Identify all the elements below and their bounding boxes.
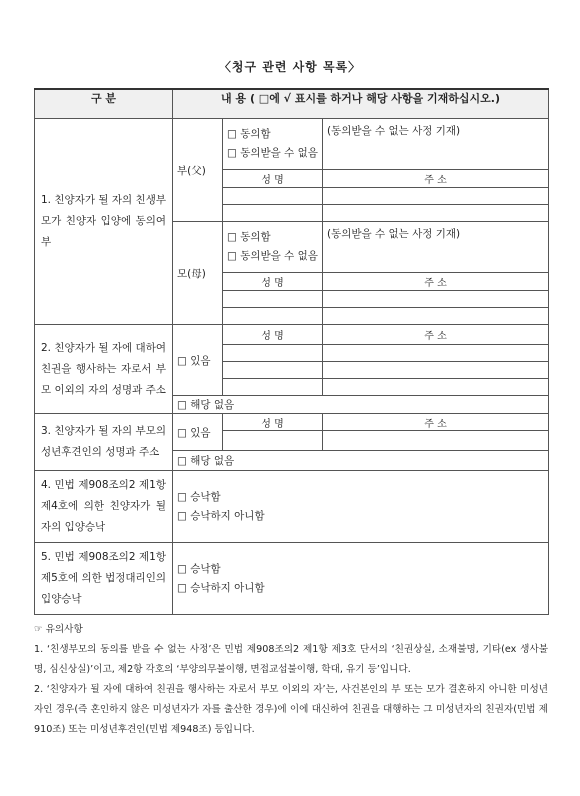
father-name-header: 성 명: [223, 170, 323, 188]
page-title: 〈청구 관련 사항 목록〉: [218, 60, 362, 74]
row2-name-header: 성 명: [223, 325, 323, 345]
row3-label: 3. 친양자가 될 자의 부모의 성년후견인의 성명과 주소: [35, 414, 173, 471]
mother-label: 모(母): [173, 222, 223, 325]
father-consent-checkbox[interactable]: □ 동의함: [227, 128, 271, 140]
row3-none-checkbox[interactable]: □ 해당 없음: [173, 451, 549, 471]
mother-consent-options[interactable]: [223, 222, 323, 273]
request-items-table: [34, 88, 549, 615]
row5-approve-checkbox[interactable]: □ 승낙함: [177, 562, 221, 575]
row2-name-field-1[interactable]: [223, 345, 323, 362]
row2-address-field-1[interactable]: [323, 345, 549, 362]
mother-consent-checkbox[interactable]: □ 동의함: [227, 231, 271, 243]
father-address-header: 주 소: [323, 170, 549, 188]
mother-name-field[interactable]: [223, 291, 323, 308]
row2-address-field-2[interactable]: [323, 362, 549, 379]
note-2: 2. ‘친양자가 될 자에 대하여 친권을 행사하는 자로서 부모 이외의 자’는, 사건본인의 부 또는 모가 결혼하지 아니한 미성년자인 경우(즉 혼인하지 않은 미성년자가 자를 출산한 경우)에 이에 대신하여 친권을 대행하는 그 미성년자의 친권자(민법 제910조) 또는 미성년후견인(민법 제948조) 등입니다.: [34, 684, 548, 735]
row4-not-approve-checkbox[interactable]: □ 승낙하지 아니함: [177, 509, 265, 522]
row2-address-field-3[interactable]: [323, 379, 549, 396]
row4-label: 4. 민법 제908조의2 제1항 제4호에 의한 친양자가 될 자의 입양승낙: [35, 471, 173, 543]
row2-none-checkbox[interactable]: □ 해당 없음: [173, 396, 549, 414]
mother-address-field-2[interactable]: [323, 308, 549, 325]
note-1: 1. ‘친생부모의 동의를 받을 수 없는 사정’은 민법 제908조의2 제1항 제3호 단서의 ‘친권상실, 소재불명, 기타(ex 생사불명, 심신상실)’이고, 제2항 각호의 ‘부양의무불이행, 면접교섭불이행, 학대, 유기 등’입니다.: [34, 644, 548, 675]
row2-label: 2. 친양자가 될 자에 대하여 친권을 행사하는 자로서 부모 이외의 자의 성명과 주소: [35, 325, 173, 414]
mother-name-field-2[interactable]: [223, 308, 323, 325]
father-address-field-2[interactable]: [323, 205, 549, 222]
row3-address-field[interactable]: [323, 431, 549, 451]
mother-name-header: 성 명: [223, 273, 323, 291]
father-consent-options[interactable]: [223, 119, 323, 170]
father-address-field[interactable]: [323, 188, 549, 205]
row2-name-field-2[interactable]: [223, 362, 323, 379]
notes-heading: ☞ 유의사항: [34, 624, 83, 635]
mother-address-field[interactable]: [323, 291, 549, 308]
father-name-field-2[interactable]: [223, 205, 323, 222]
row4-approve-checkbox[interactable]: □ 승낙함: [177, 490, 221, 503]
row1-label: 1. 친양자가 될 자의 친생부모가 친양자 입양에 동의여부: [35, 119, 173, 325]
notes-section: [34, 620, 548, 740]
father-name-field[interactable]: [223, 188, 323, 205]
header-content: 내 용 ( □에 √ 표시를 하거나 해당 사항을 기재하십시오.): [173, 89, 549, 119]
row2-address-header: 주 소: [323, 325, 549, 345]
row2-name-field-3[interactable]: [223, 379, 323, 396]
mother-reason-field[interactable]: (동의받을 수 없는 사정 기재): [323, 222, 549, 273]
header-category: 구 분: [35, 89, 173, 119]
mother-address-header: 주 소: [323, 273, 549, 291]
row3-address-header: 주 소: [323, 414, 549, 431]
row3-yes-checkbox[interactable]: □ 있음: [173, 414, 223, 451]
row5-label: 5. 민법 제908조의2 제1항 제5호에 의한 법정대리인의 입양승낙: [35, 543, 173, 615]
table-header-row: [35, 89, 549, 119]
row4-approval-options[interactable]: [173, 471, 549, 543]
father-reason-field[interactable]: (동의받을 수 없는 사정 기재): [323, 119, 549, 170]
row5-approval-options[interactable]: [173, 543, 549, 615]
father-cannot-consent-checkbox[interactable]: □ 동의받을 수 없음: [227, 147, 318, 159]
row3-name-header: 성 명: [223, 414, 323, 431]
row2-yes-checkbox[interactable]: □ 있음: [173, 325, 223, 396]
mother-cannot-consent-checkbox[interactable]: □ 동의받을 수 없음: [227, 250, 318, 262]
row3-name-field[interactable]: [223, 431, 323, 451]
father-label: 부(父): [173, 119, 223, 222]
row5-not-approve-checkbox[interactable]: □ 승낙하지 아니함: [177, 581, 265, 594]
